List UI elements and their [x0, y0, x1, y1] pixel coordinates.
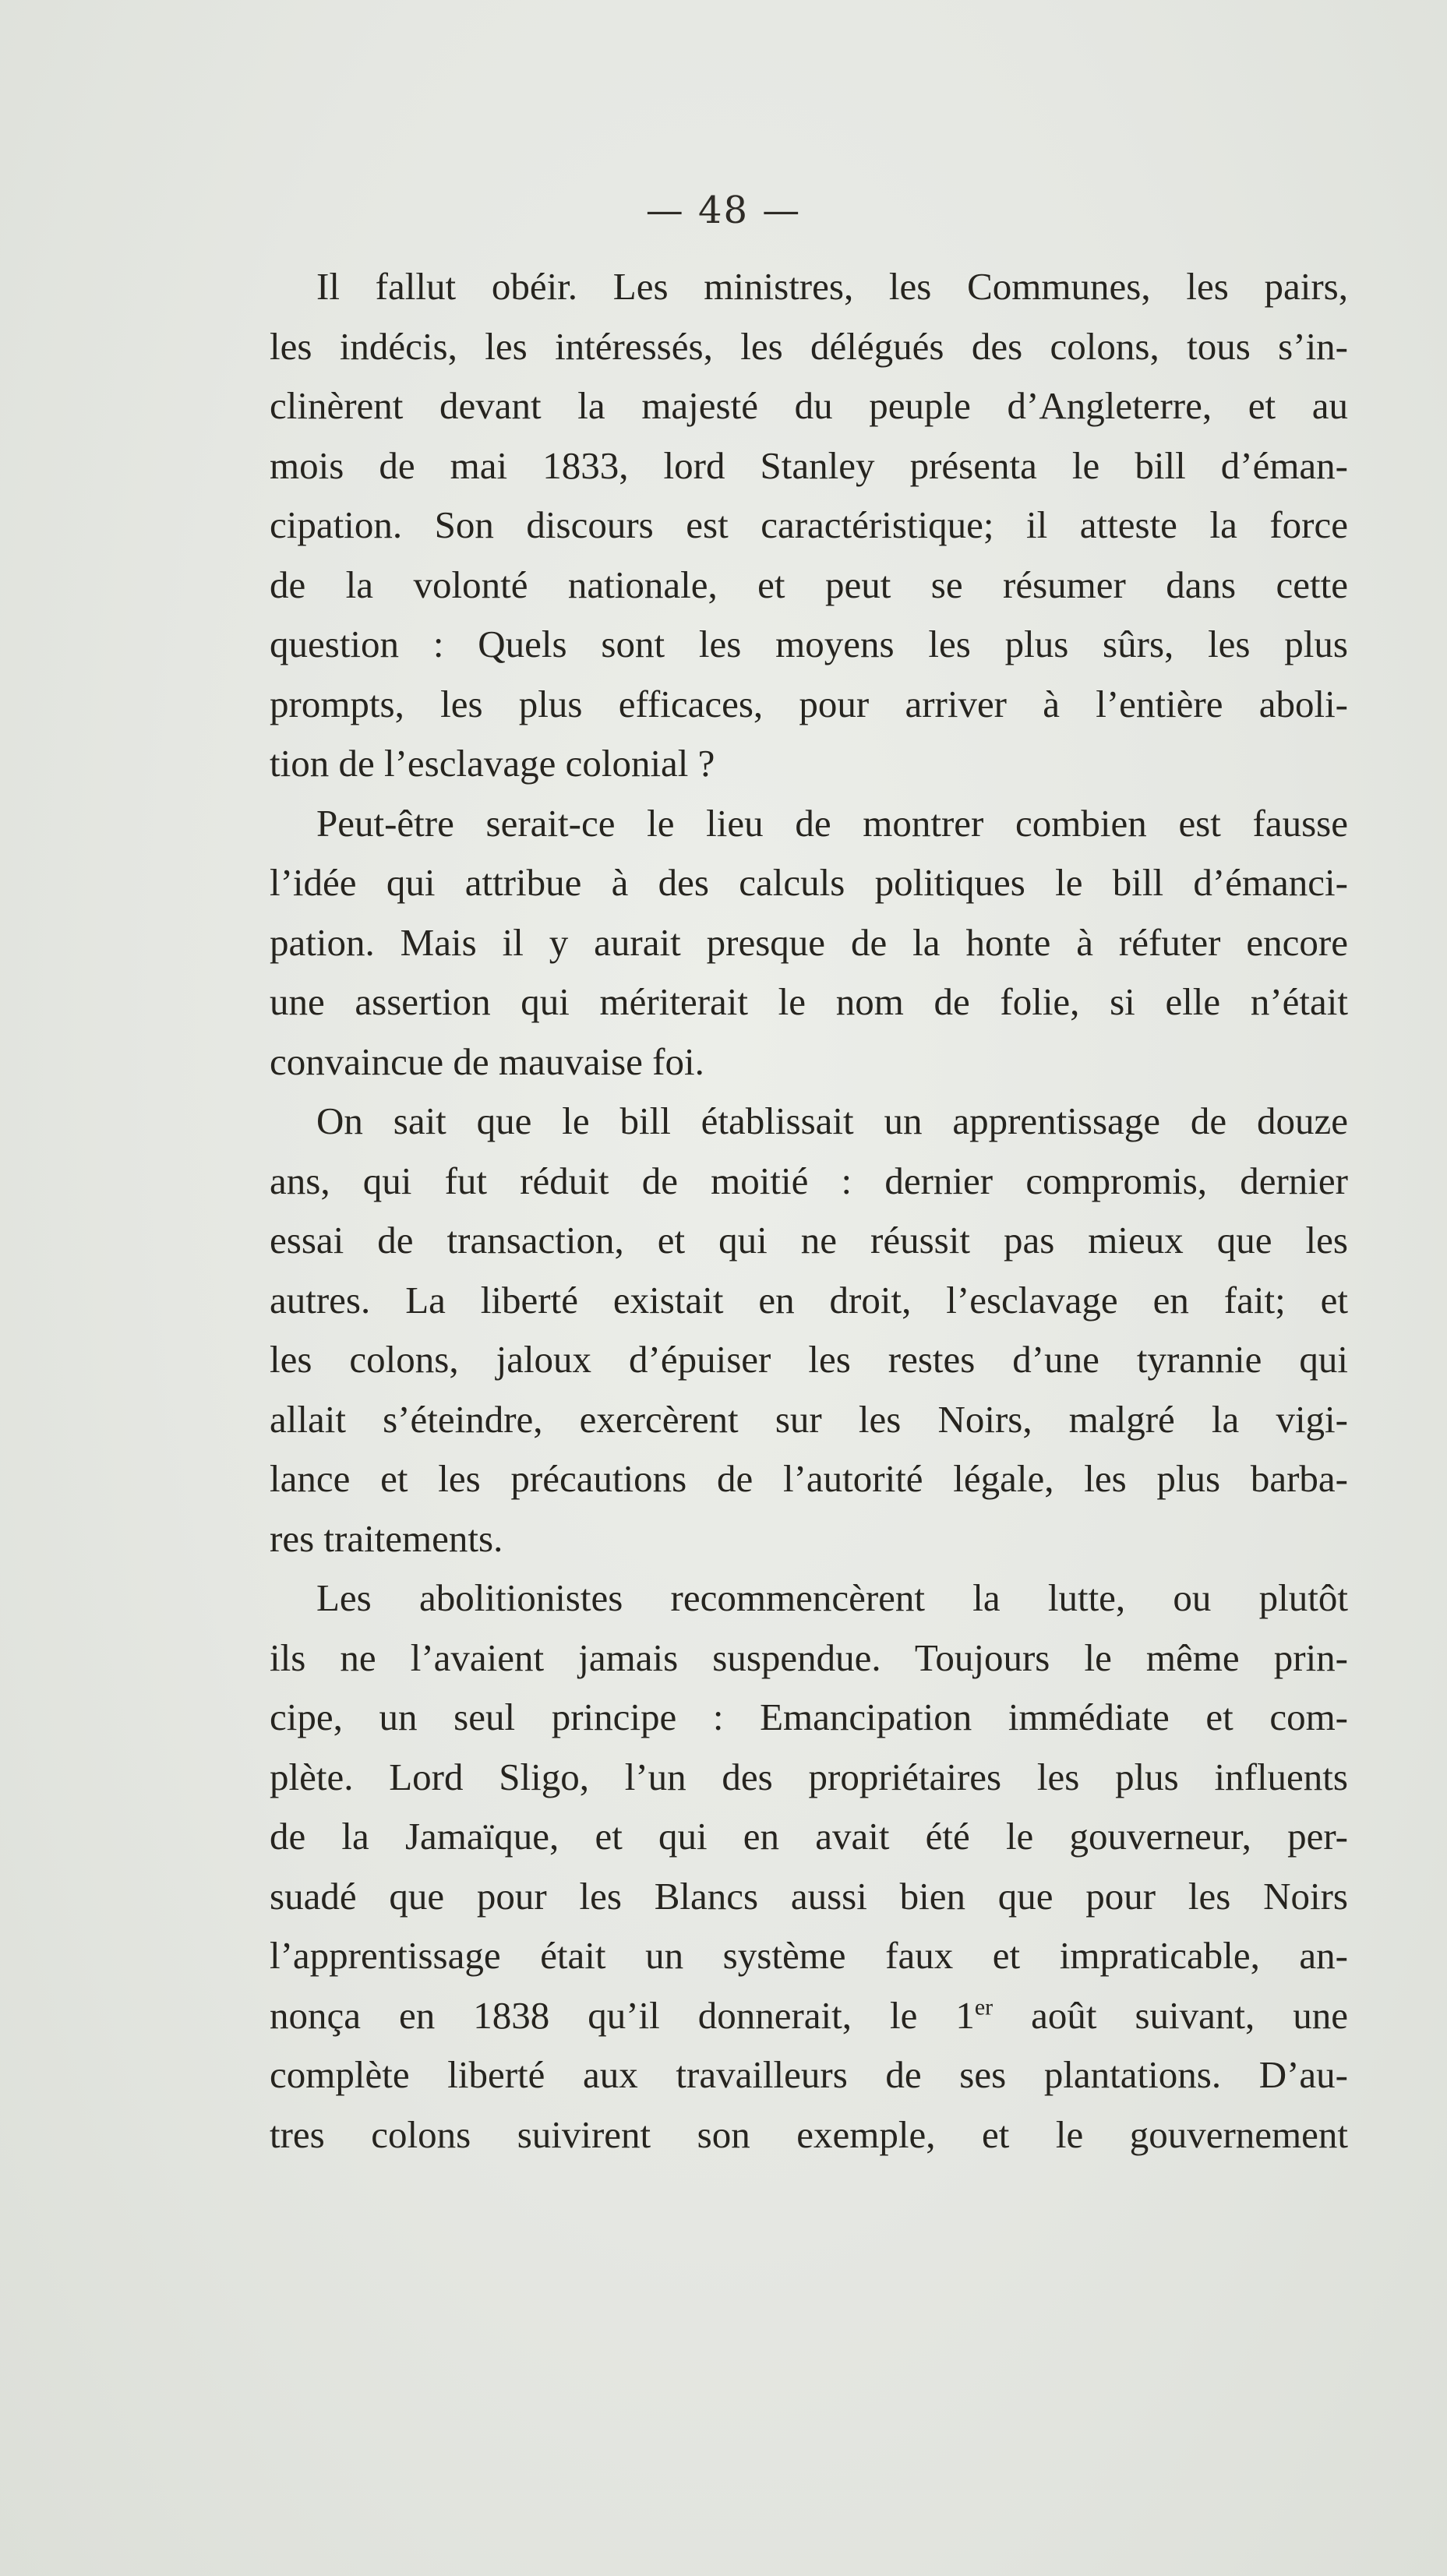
text-line: prompts, les plus efficaces, pour arriver à l’entière aboli-	[270, 682, 1348, 725]
text-line: l’idée qui attribue à des calculs politiques le bill d’émanci-	[270, 861, 1348, 904]
text-line: clinèrent devant la majesté du peuple d’Angleterre, et au	[270, 384, 1348, 427]
text-line: de la volonté nationale, et peut se résumer dans cette	[270, 563, 1348, 606]
text-line: mois de mai 1833, lord Stanley présenta le bill d’éman-	[270, 443, 1348, 487]
line-fragment: nonça en 1838 qu’il donnerait, le	[270, 1993, 956, 2037]
text-line: plète. Lord Sligo, l’un des propriétaires les plus influents	[270, 1755, 1348, 1798]
text-line: autres. La liberté existait en droit, l’esclavage en fait; et	[270, 1278, 1348, 1322]
text-line: Peut-être serait-ce le lieu de montrer combien est fausse	[316, 801, 1348, 845]
text-line: ils ne l’avaient jamais suspendue. Toujours le même prin-	[270, 1636, 1348, 1679]
text-line: allait s’éteindre, exercèrent sur les Noirs, malgré la vigi-	[270, 1397, 1348, 1441]
text-line: essai de transaction, et qui ne réussit pas mieux que les	[270, 1219, 1348, 1262]
text-line	[270, 1986, 1348, 2046]
text-line: les indécis, les intéressés, les délégués des colons, tous s’in-	[270, 324, 1348, 368]
text-line: cipe, un seul principe : Emancipation immédiate et com-	[270, 1696, 1348, 1738]
text-line: suadé que pour les Blancs aussi bien que pour les Noirs	[270, 1874, 1348, 1918]
body-text	[270, 257, 1348, 2165]
text-line: On sait que le bill établissait un apprentissage de douze	[316, 1099, 1348, 1142]
text-line: ans, qui fut réduit de moitié : dernier compromis, dernier	[270, 1159, 1348, 1202]
text-line: Les abolitionistes recommencèrent la lutte, ou plutôt	[316, 1576, 1348, 1619]
text-line: Il fallut obéir. Les ministres, les Communes, les pairs,	[316, 265, 1348, 308]
text-line: lance et les précautions de l’autorité légale, les plus barba-	[270, 1457, 1348, 1500]
text-line: res traitements.	[270, 1516, 503, 1560]
text-line: l’apprentissage était un système faux et impraticable, an-	[270, 1934, 1348, 1977]
text-line: les colons, jaloux d’épuiser les restes d’une tyrannie qui	[270, 1338, 1348, 1381]
page-number: — 48 —	[645, 189, 802, 232]
text-line: tion de l’esclavage colonial ?	[270, 742, 715, 785]
text-line: complète liberté aux travailleurs de ses plantations. D’au-	[270, 2053, 1348, 2096]
text-line: tres colons suivirent son exemple, et le gouvernement	[270, 2112, 1348, 2156]
text-line: pation. Mais il y aurait presque de la honte à réfuter encore	[270, 920, 1348, 964]
line-fragment: août suivant, une	[993, 1993, 1349, 2037]
ordinal-number: 1	[955, 1993, 975, 2037]
text-line: convaincue de mauvaise foi.	[270, 1039, 704, 1083]
ordinal-superscript: er	[974, 1994, 993, 2020]
text-line: une assertion qui mériterait le nom de folie, si elle n’était	[270, 980, 1348, 1023]
text-line: de la Jamaïque, et qui en avait été le gouverneur, per-	[270, 1815, 1348, 1858]
text-line: question : Quels sont les moyens les plus sûrs, les plus	[270, 623, 1348, 665]
text-line: cipation. Son discours est caractéristique; il atteste la force	[270, 503, 1348, 546]
